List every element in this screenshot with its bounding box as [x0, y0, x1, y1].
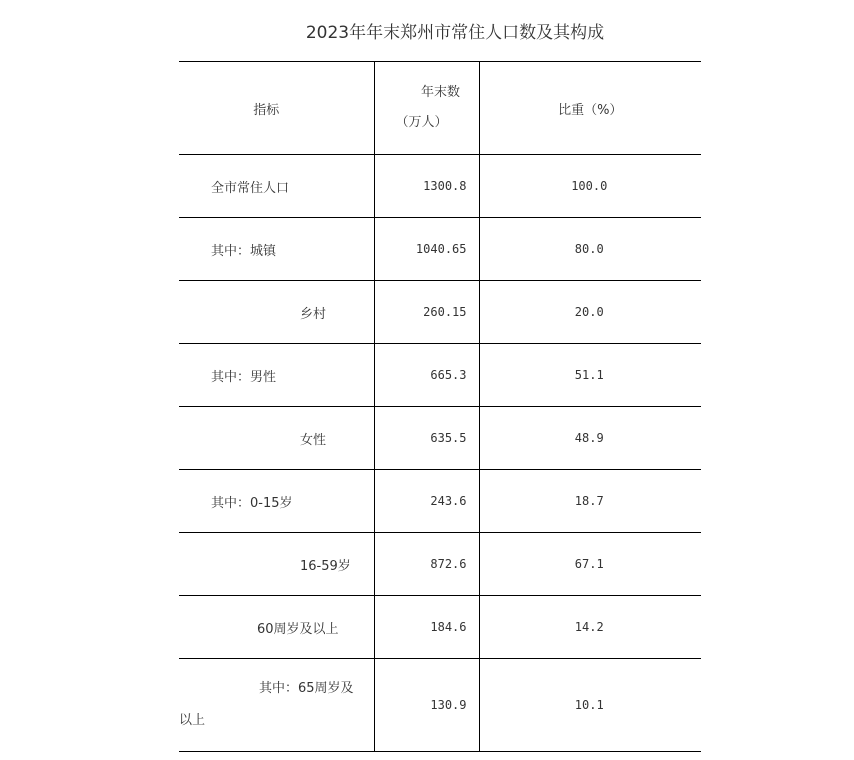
row-value: 260.15: [374, 281, 479, 344]
row-value: 243.6: [374, 470, 479, 533]
row-value: 1300.8: [374, 155, 479, 218]
population-table: [179, 61, 701, 752]
table-row: [179, 470, 701, 533]
table-row: [179, 407, 701, 470]
table-row: [179, 281, 701, 344]
row-value: 130.9: [374, 659, 479, 752]
row-label: 其中：0-15岁: [211, 495, 293, 511]
row-share: 100.0: [571, 179, 608, 193]
header-indicator: 指标: [253, 102, 280, 118]
row-share: 51.1: [574, 368, 604, 382]
row-value: 635.5: [374, 407, 479, 470]
table-row: [179, 155, 701, 218]
row-label: 其中：男性: [211, 369, 277, 385]
row-label: 乡村: [300, 306, 327, 322]
row-share: 18.7: [574, 494, 604, 508]
row-share: 14.2: [574, 620, 604, 634]
table-header-row: [179, 62, 701, 155]
table-row: [179, 344, 701, 407]
table-row: [179, 218, 701, 281]
row-value: 184.6: [374, 596, 479, 659]
row-share: 20.0: [574, 305, 604, 319]
row-label-line1: 其中：65周岁及: [259, 681, 354, 696]
row-label: 16-59岁: [300, 558, 351, 574]
table-row: [179, 659, 701, 752]
row-value: 1040.65: [374, 218, 479, 281]
table-row: [179, 596, 701, 659]
page-title: 2023年年末郑州市常住人口数及其构成: [305, 23, 605, 43]
header-year-end: [374, 62, 479, 155]
header-year-end-line2: （万人）: [395, 115, 448, 130]
row-share: 10.1: [574, 698, 604, 712]
row-label: 其中：城镇: [211, 243, 277, 259]
header-year-end-line1: 年末数: [420, 85, 460, 100]
header-share: 比重（%）: [558, 102, 623, 118]
row-share: 80.0: [574, 242, 604, 256]
row-share: 67.1: [574, 557, 604, 571]
row-label: [179, 659, 374, 752]
row-share: 48.9: [574, 431, 604, 445]
row-label: 60周岁及以上: [257, 621, 339, 637]
row-label-line2: 以上: [179, 713, 206, 728]
row-value: 872.6: [374, 533, 479, 596]
row-label: 女性: [300, 432, 327, 448]
row-label: 全市常住人口: [211, 180, 290, 196]
row-value: 665.3: [374, 344, 479, 407]
table-row: [179, 533, 701, 596]
